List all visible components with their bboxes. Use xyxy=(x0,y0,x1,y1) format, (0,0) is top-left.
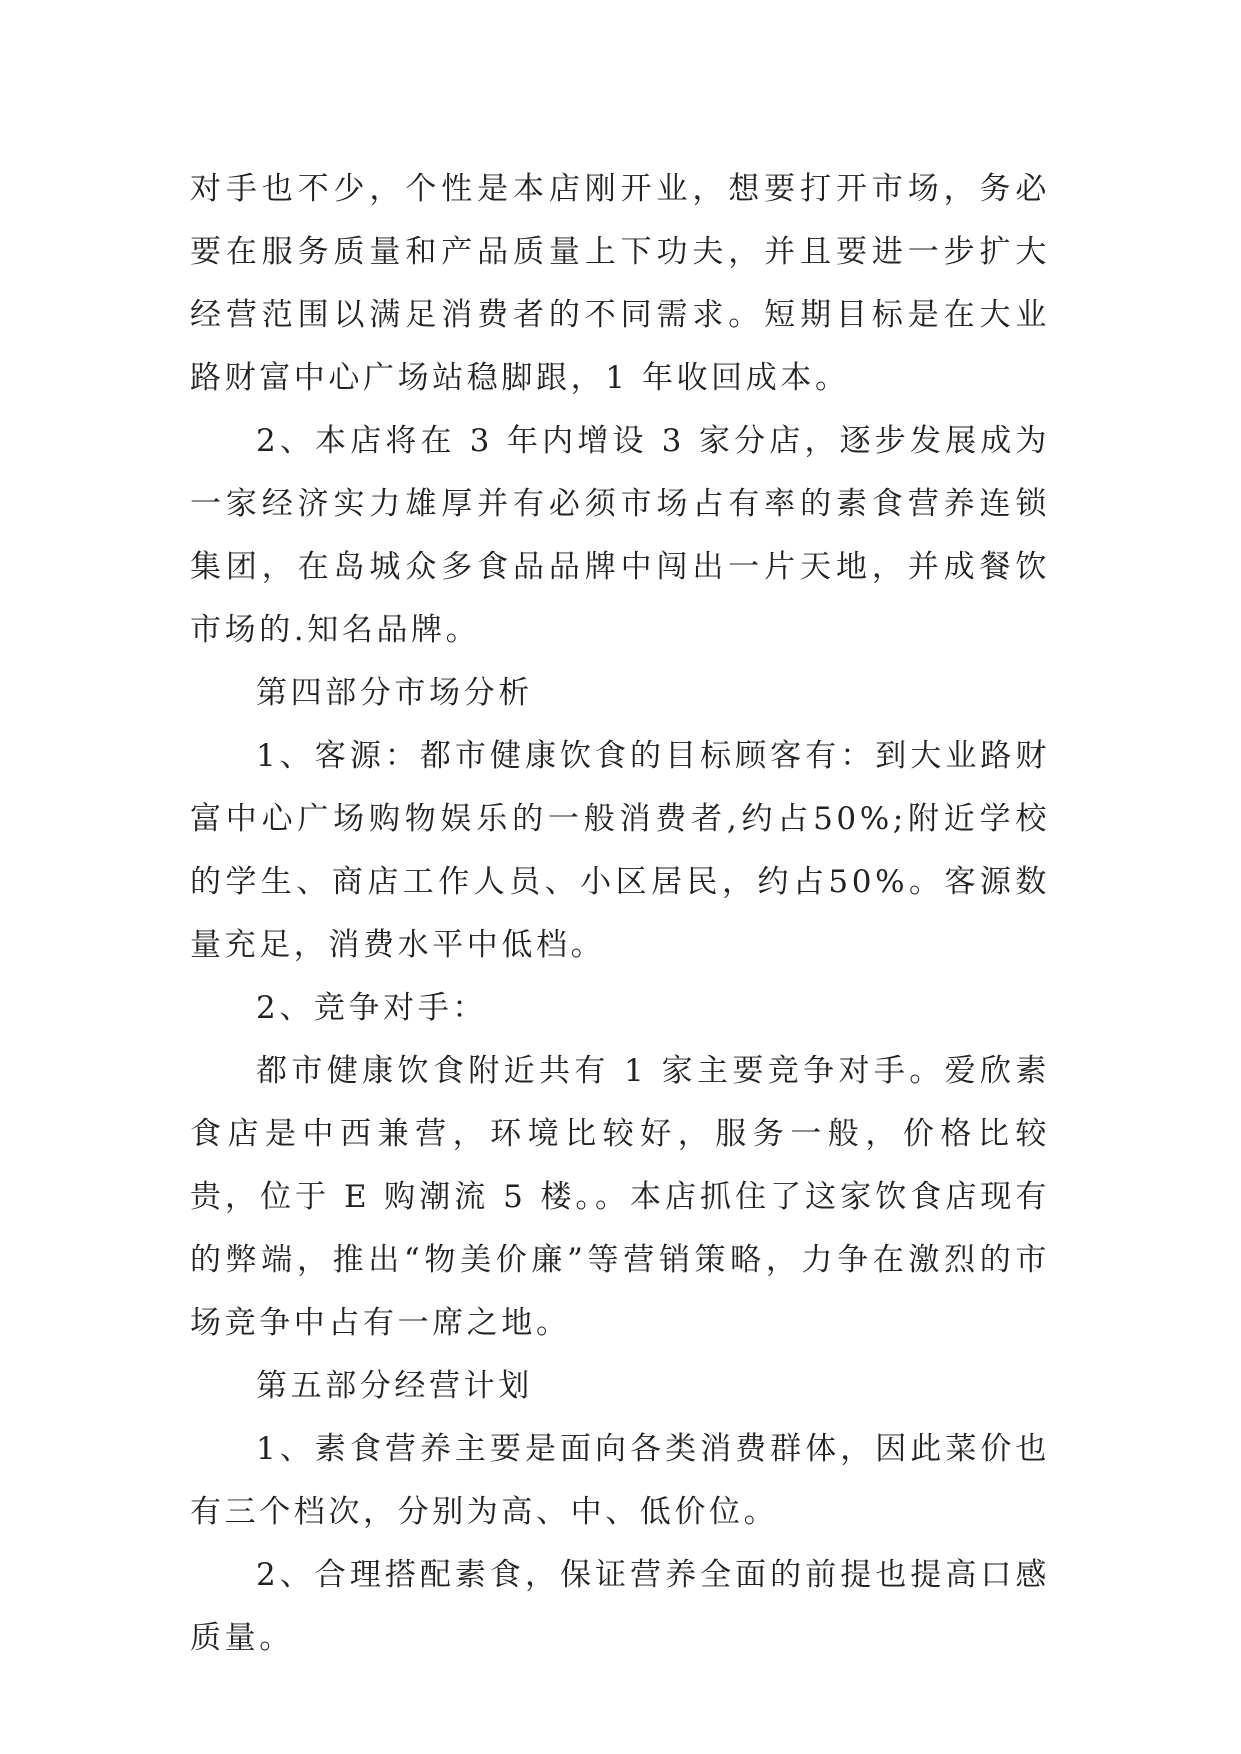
paragraph-continuation: 对手也不少，个性是本店刚开业，想要打开市场，务必要在服务质量和产品质量上下功夫，并且要进一步扩大经营范围以满足消费者的不同需求。短期目标是在大业路财富中心广场站稳脚跟，1 年收回成本。 xyxy=(190,171,1050,396)
section-heading-market-analysis: 第四部分市场分析 xyxy=(256,675,533,711)
paragraph-plan-1: 1、素食营养主要是面向各类消费群体，因此菜价也有三个档次，分别为高、中、低价位。 xyxy=(190,1431,1050,1530)
section-heading-business-plan: 第五部分经营计划 xyxy=(256,1368,533,1404)
paragraph-plan-2: 2、合理搭配素食，保证营养全面的前提也提高口感质量。 xyxy=(190,1557,1050,1656)
paragraph-customers: 1、客源：都市健康饮食的目标顾客有：到大业路财富中心广场购物娱乐的一般消费者,约占50%;附近学校的学生、商店工作人员、小区居民，约占50%。客源数量充足，消费水平中低档。 xyxy=(190,738,1050,963)
paragraph-competitors: 都市健康饮食附近共有 1 家主要竞争对手。爱欣素食店是中西兼营，环境比较好，服务一般，价格比较贵，位于 E 购潮流 5 楼。。本店抓住了这家饮食店现有的弊端，推出“物美价廉”等营销策略，力争在激烈的市场竞争中占有一席之地。 xyxy=(190,1053,1050,1341)
paragraph-goal-2: 2、本店将在 3 年内增设 3 家分店，逐步发展成为一家经济实力雄厚并有必须市场占有率的素食营养连锁集团，在岛城众多食品品牌中闯出一片天地，并成餐饮市场的.知名品牌。 xyxy=(190,423,1050,648)
paragraph-competitors-title: 2、竞争对手： xyxy=(256,990,487,1026)
document-body xyxy=(190,158,1050,1670)
